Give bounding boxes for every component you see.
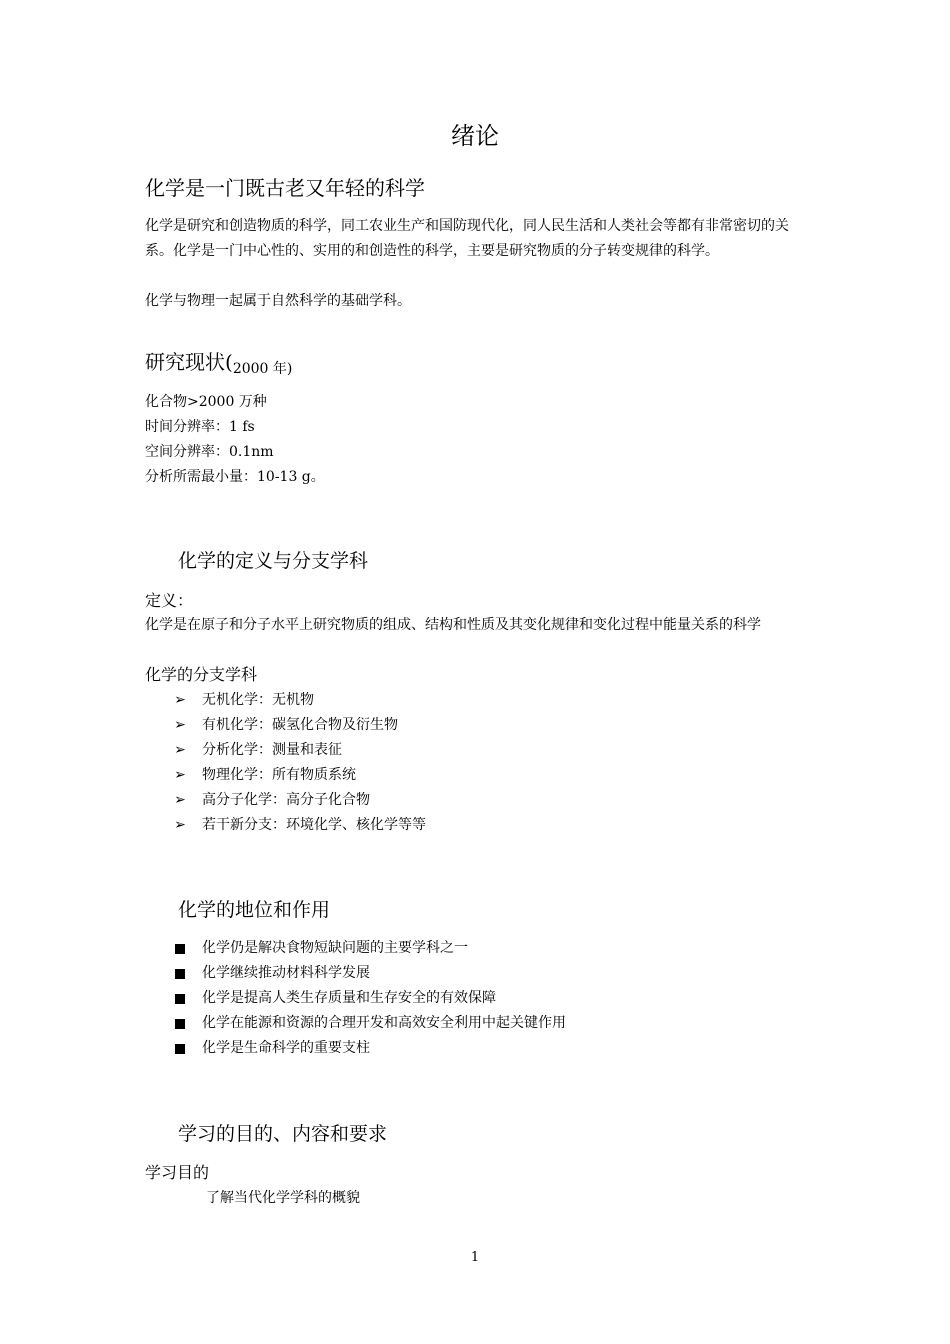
branch-list bbox=[170, 688, 426, 838]
arrow-bullet-icon: ➢ bbox=[174, 817, 186, 833]
page-title: 绪论 bbox=[451, 122, 499, 150]
status-list bbox=[145, 390, 325, 490]
square-bullet-icon bbox=[175, 944, 185, 954]
arrow-bullet-icon: ➢ bbox=[174, 742, 186, 758]
section-heading-2-main: 研究现状( bbox=[145, 350, 233, 374]
role-list bbox=[170, 936, 566, 1061]
list-item-text: 物理化学：所有物质系统 bbox=[202, 767, 356, 783]
list-item bbox=[170, 936, 566, 961]
definition-text: 化学是在原子和分子水平上研究物质的组成、结构和性质及其变化规律和变化过程中能量关系的科学 bbox=[145, 617, 761, 633]
section-heading-1: 化学是一门既古老又年轻的科学 bbox=[145, 176, 425, 200]
square-bullet-icon bbox=[175, 1044, 185, 1054]
section-heading-2 bbox=[145, 346, 292, 375]
list-item bbox=[170, 813, 426, 838]
section-heading-5: 学习的目的、内容和要求 bbox=[178, 1123, 388, 1145]
study-purpose-label: 学习目的 bbox=[145, 1163, 210, 1182]
arrow-bullet-icon: ➢ bbox=[174, 717, 186, 733]
section-heading-2-year: 2000 年) bbox=[232, 361, 293, 377]
list-item-text: 化学仍是解决食物短缺问题的主要学科之一 bbox=[202, 940, 468, 956]
list-item bbox=[170, 1011, 566, 1036]
status-line: 分析所需最小量：10-13 g。 bbox=[145, 469, 325, 485]
study-purpose-text: 了解当代化学学科的概貌 bbox=[206, 1190, 360, 1206]
arrow-bullet-icon: ➢ bbox=[174, 692, 186, 708]
definition-label: 定义： bbox=[145, 591, 194, 610]
arrow-bullet-icon: ➢ bbox=[174, 767, 186, 783]
list-item bbox=[170, 763, 426, 788]
list-item bbox=[170, 961, 566, 986]
paragraph-intro: 化学是研究和创造物质的科学，同工农业生产和国防现代化，同人民生活和人类社会等都有非常密切的关系。化学是一门中心性的、实用的和创造性的科学，主要是研究物质的分子转变规律的科学。 bbox=[145, 218, 789, 259]
list-item bbox=[170, 986, 566, 1011]
list-item-text: 分析化学：测量和表征 bbox=[202, 742, 342, 758]
list-item bbox=[170, 788, 426, 813]
list-item bbox=[170, 713, 426, 738]
status-line: 空间分辨率：0.1nm bbox=[145, 444, 274, 460]
list-item-text: 化学继续推动材料科学发展 bbox=[202, 965, 370, 981]
square-bullet-icon bbox=[175, 994, 185, 1004]
section-heading-3: 化学的定义与分支学科 bbox=[178, 550, 369, 572]
status-line: 时间分辨率：1 fs bbox=[145, 419, 255, 435]
arrow-bullet-icon: ➢ bbox=[174, 792, 186, 808]
branch-label: 化学的分支学科 bbox=[145, 665, 258, 684]
square-bullet-icon bbox=[175, 1019, 185, 1029]
list-item-text: 若干新分支：环境化学、核化学等等 bbox=[202, 817, 426, 833]
page-number: 1 bbox=[470, 1250, 480, 1265]
list-item-text: 化学是生命科学的重要支柱 bbox=[202, 1040, 370, 1056]
list-item-text: 有机化学：碳氢化合物及衍生物 bbox=[202, 717, 398, 733]
list-item bbox=[170, 1036, 566, 1061]
list-item-text: 无机化学：无机物 bbox=[202, 692, 314, 708]
list-item bbox=[170, 738, 426, 763]
paragraph-foundation: 化学与物理一起属于自然科学的基础学科。 bbox=[145, 293, 411, 309]
square-bullet-icon bbox=[175, 969, 185, 979]
status-line: 化合物>2000 万种 bbox=[145, 394, 267, 410]
section-heading-4: 化学的地位和作用 bbox=[178, 899, 331, 921]
list-item-text: 化学是提高人类生存质量和生存安全的有效保障 bbox=[202, 990, 496, 1006]
list-item-text: 化学在能源和资源的合理开发和高效安全利用中起关键作用 bbox=[202, 1015, 566, 1031]
list-item-text: 高分子化学：高分子化合物 bbox=[202, 792, 370, 808]
list-item bbox=[170, 688, 426, 713]
